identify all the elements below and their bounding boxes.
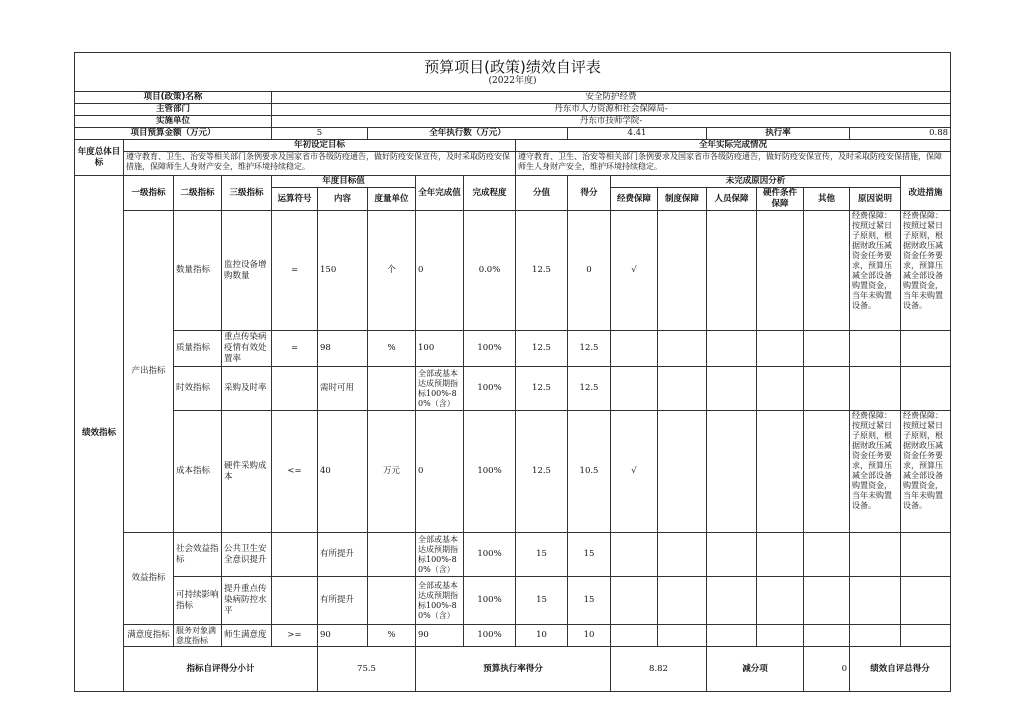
row-r2 (658, 533, 707, 577)
actual-goal-text: 遵守教育、卫生、治安等相关部门条例要求及国家省市各级防疫通告，做好防疫安保宣传，及时采取防疫安保措施，保障师生人身财产安全，维护环境持续稳定。 (516, 152, 951, 176)
rate-label: 执行率 (707, 128, 850, 140)
row-op: <= (272, 411, 318, 533)
row-r5 (804, 411, 850, 533)
row-reason (850, 625, 901, 647)
level1-benefit: 效益指标 (124, 533, 174, 625)
row-r2 (658, 367, 707, 411)
row-check (611, 625, 658, 647)
header-r5: 其他 (804, 188, 850, 211)
row-degree: 100% (464, 625, 516, 647)
unit-value: 丹东市技师学院- (272, 116, 951, 128)
row-improve (901, 577, 951, 625)
row-actual: 100 (416, 331, 464, 367)
row-r4 (757, 211, 804, 331)
level1-satisfaction: 满意度指标 (124, 625, 174, 647)
header-r3: 人员保障 (707, 188, 757, 211)
row-score: 15 (516, 577, 568, 625)
header-r1: 经费保障 (611, 188, 658, 211)
row-got: 10 (568, 625, 611, 647)
row-got: 12.5 (568, 367, 611, 411)
row-r5 (804, 367, 850, 411)
row-r2 (658, 625, 707, 647)
row-r3 (707, 533, 757, 577)
row-score: 12.5 (516, 367, 568, 411)
row-unit: 万元 (368, 411, 416, 533)
row-unit (368, 577, 416, 625)
row-r2 (658, 211, 707, 331)
row-check (611, 577, 658, 625)
row-check: √ (611, 211, 658, 331)
row-r2 (658, 331, 707, 367)
title-block (75, 53, 951, 92)
row-check (611, 533, 658, 577)
header-annual-target: 年度目标值 (272, 176, 416, 188)
row-r3 (707, 331, 757, 367)
row-improve (901, 625, 951, 647)
budget-label: 项目预算金额（万元） (75, 128, 272, 140)
row-got: 12.5 (568, 331, 611, 367)
row-r3 (707, 211, 757, 331)
deduct-label: 减分项 (707, 647, 804, 692)
row-content: 150 (318, 211, 368, 331)
row-unit (368, 367, 416, 411)
row-check (611, 331, 658, 367)
header-content: 内容 (318, 188, 368, 211)
row-improve: 经费保障：按照过紧日子原则，根据财政压减资金任务要求，预算压减全部设备购置资金，当年未购置设备。 (901, 411, 951, 533)
row-l3: 提升重点传染病防控水平 (222, 577, 272, 625)
header-improve: 改进措施 (901, 176, 951, 211)
header-op: 运算符号 (272, 188, 318, 211)
row-score: 12.5 (516, 331, 568, 367)
row-score: 12.5 (516, 411, 568, 533)
row-degree: 100% (464, 367, 516, 411)
rate-value: 0.88 (850, 128, 951, 140)
row-check: √ (611, 411, 658, 533)
subtotal-label: 指标自评得分小计 (124, 647, 318, 692)
row-unit: 个 (368, 211, 416, 331)
row-op: = (272, 331, 318, 367)
row-unit: % (368, 331, 416, 367)
row-l3: 硬件采购成本 (222, 411, 272, 533)
row-r3 (707, 625, 757, 647)
row-r5 (804, 211, 850, 331)
row-content: 需时可用 (318, 367, 368, 411)
row-l2: 质量指标 (174, 331, 222, 367)
row-r5 (804, 331, 850, 367)
row-actual: 全部或基本达成预期指标100%-80%（含） (416, 577, 464, 625)
row-op (272, 367, 318, 411)
evaluation-table (74, 52, 951, 692)
row-score: 10 (516, 625, 568, 647)
dept-label: 主管部门 (75, 104, 272, 116)
row-r2 (658, 577, 707, 625)
header-actual: 全年完成值 (416, 176, 464, 211)
row-degree: 100% (464, 577, 516, 625)
row-got: 15 (568, 577, 611, 625)
plan-goal-label: 年初设定目标 (124, 140, 516, 152)
row-l2: 数量指标 (174, 211, 222, 331)
row-degree: 100% (464, 533, 516, 577)
row-got: 15 (568, 533, 611, 577)
row-actual: 90 (416, 625, 464, 647)
level1-output: 产出指标 (124, 211, 174, 533)
row-r4 (757, 625, 804, 647)
header-r2: 制度保障 (658, 188, 707, 211)
header-r4: 硬件条件保障 (757, 188, 804, 211)
header-score: 分值 (516, 176, 568, 211)
row-l3: 监控设备增购数量 (222, 211, 272, 331)
row-content: 有所提升 (318, 577, 368, 625)
row-score: 12.5 (516, 211, 568, 331)
row-unit (368, 533, 416, 577)
row-got: 0 (568, 211, 611, 331)
row-degree: 0.0% (464, 211, 516, 331)
header-reasons: 未完成原因分析 (611, 176, 901, 188)
row-r3 (707, 367, 757, 411)
row-reason: 经费保障：按照过紧日子原则，根据财政压减资金任务要求，预算压减全部设备购置资金，当年未购置设备。 (850, 411, 901, 533)
row-l3: 公共卫生安全意识提升 (222, 533, 272, 577)
row-l2: 服务对象满意度指标 (174, 625, 222, 647)
header-r6: 原因说明 (850, 188, 901, 211)
row-r4 (757, 411, 804, 533)
row-l2: 成本指标 (174, 411, 222, 533)
row-op (272, 533, 318, 577)
row-r4 (757, 577, 804, 625)
row-l2: 社会效益指标 (174, 533, 222, 577)
header-got: 得分 (568, 176, 611, 211)
row-r3 (707, 411, 757, 533)
row-actual: 全部或基本达成预期指标100%-80%（含） (416, 367, 464, 411)
header-unit: 度量单位 (368, 188, 416, 211)
row-op (272, 577, 318, 625)
row-degree: 100% (464, 331, 516, 367)
row-content: 40 (318, 411, 368, 533)
row-got: 10.5 (568, 411, 611, 533)
project-name-label: 项目(政策)名称 (75, 92, 272, 104)
perf-label: 绩效指标 (75, 176, 124, 692)
actual-goal-label: 全年实际完成情况 (516, 140, 951, 152)
row-op: = (272, 211, 318, 331)
total-label: 绩效自评总得分 (850, 647, 951, 692)
row-l3: 重点传染病疫情有效处置率 (222, 331, 272, 367)
row-actual: 全部或基本达成预期指标100%-80%（含） (416, 533, 464, 577)
row-improve (901, 367, 951, 411)
deduct-value: 0 (804, 647, 850, 692)
row-r5 (804, 533, 850, 577)
row-unit: % (368, 625, 416, 647)
subtotal-value: 75.5 (318, 647, 416, 692)
unit-label: 实施单位 (75, 116, 272, 128)
row-l3: 师生满意度 (222, 625, 272, 647)
header-level1: 一级指标 (124, 176, 174, 211)
row-r4 (757, 331, 804, 367)
row-score: 15 (516, 533, 568, 577)
row-check (611, 367, 658, 411)
row-actual: 0 (416, 411, 464, 533)
row-reason (850, 367, 901, 411)
row-r2 (658, 411, 707, 533)
exec-label: 全年执行数（万元） (368, 128, 568, 140)
goals-section-label: 年度总体目标 (75, 140, 124, 176)
row-reason (850, 577, 901, 625)
dept-value: 丹东市人力资源和社会保障局- (272, 104, 951, 116)
row-reason (850, 331, 901, 367)
row-improve (901, 331, 951, 367)
header-degree: 完成程度 (464, 176, 516, 211)
row-reason (850, 533, 901, 577)
row-r5 (804, 577, 850, 625)
row-l2: 可持续影响指标 (174, 577, 222, 625)
row-r4 (757, 367, 804, 411)
page-subtitle: (2022年度) (488, 75, 537, 86)
row-content: 90 (318, 625, 368, 647)
budget-score-value: 8.82 (611, 647, 707, 692)
row-reason: 经费保障：按照过紧日子原则，根据财政压减资金任务要求，预算压减全部设备购置资金，当年未购置设备。 (850, 211, 901, 331)
exec-value: 4.41 (568, 128, 707, 140)
row-r5 (804, 625, 850, 647)
row-op: >= (272, 625, 318, 647)
row-content: 98 (318, 331, 368, 367)
row-improve (901, 533, 951, 577)
row-r4 (757, 533, 804, 577)
row-actual: 0 (416, 211, 464, 331)
header-level2: 二级指标 (174, 176, 222, 211)
project-name-value: 安全防护经费 (272, 92, 951, 104)
budget-value: 5 (272, 128, 368, 140)
row-content: 有所提升 (318, 533, 368, 577)
row-l3: 采购及时率 (222, 367, 272, 411)
budget-score-label: 预算执行率得分 (416, 647, 611, 692)
row-degree: 100% (464, 411, 516, 533)
page-title: 预算项目(政策)绩效自评表 (424, 57, 601, 76)
header-level3: 三级指标 (222, 176, 272, 211)
row-l2: 时效指标 (174, 367, 222, 411)
plan-goal-text: 遵守教育、卫生、治安等相关部门条例要求及国家省市各级防疫通告，做好防疫安保宣传，及时采取防疫安保措施，保障师生人身财产安全，维护环境持续稳定。 (124, 152, 516, 176)
evaluation-sheet (74, 52, 950, 692)
row-improve: 经费保障：按照过紧日子原则，根据财政压减资金任务要求，预算压减全部设备购置资金，当年未购置设备。 (901, 211, 951, 331)
row-r3 (707, 577, 757, 625)
